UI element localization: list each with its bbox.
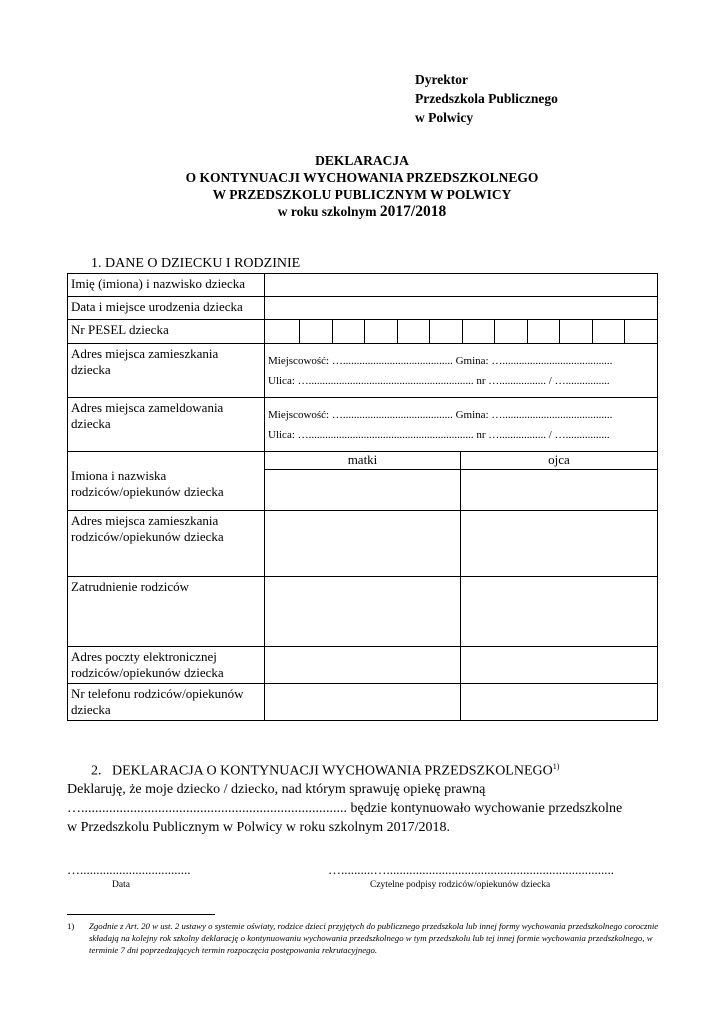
mother-phone-field[interactable] [265,684,461,721]
father-employment-field[interactable] [461,577,658,647]
title-line: O KONTYNUACJI WYCHOWANIA PRZEDSZKOLNEGO [185,170,539,185]
addressee-block [415,70,558,127]
pesel-field[interactable] [265,320,658,344]
pesel-boxes [265,320,657,343]
footnote [67,920,667,956]
father-name-field[interactable] [461,470,658,511]
registration-address-field[interactable] [265,398,658,452]
row-label-pesel: Nr PESEL dziecka [68,320,265,344]
title-line [0,203,724,220]
footnote-divider [67,914,215,915]
row-label-birth: Data i miejsce urodzenia dziecka [68,297,265,320]
row-label-registration: Adres miejsca zameldowania dziecka [68,398,265,452]
address-line-town: Miejscowość: …........................................ Gmina: …........................................ [268,355,613,367]
mother-employment-field[interactable] [265,577,461,647]
row-label-parents-address: Adres miejsca zamieszkania rodziców/opiekunów dziecka [68,511,265,577]
row-label-email: Adres poczty elektronicznej rodziców/opiekunów dziecka [68,647,265,684]
row-label-employment: Zatrudnienie rodziców [68,577,265,647]
row-label-parents-names [68,452,265,511]
section2-heading-text: 2. DEKLARACJA O KONTYNUACJI WYCHOWANIA PRZEDSZKOLNEGO [91,763,553,779]
father-phone-field[interactable] [461,684,658,721]
signature-label: Czytelne podpisy rodziców/opiekunów dziecka [370,880,551,890]
parents-names-label: Imiona i nazwiska rodziców/opiekunów dziecka [71,468,224,499]
col-header-mother: matki [265,452,461,470]
address-line-town: Miejscowość: …........................................ Gmina: …........................................ [268,409,613,421]
title-year: 2017/2018 [379,203,447,220]
address-line-street: Ulica: …............................................................ nr …................. / …................ [268,429,610,441]
mother-address-field[interactable] [265,511,461,577]
section2-heading [91,762,559,780]
residence-address-field[interactable] [265,344,658,398]
declaration-line: …............................................................................ będzie kontynuowało wychowanie przedszkolne [67,801,623,816]
declaration-line: Deklaruję, że moje dziecko / dziecko, nad którym sprawuję opiekę prawną [67,782,486,797]
footnote-ref: 1) [552,762,560,771]
document-title [0,152,724,220]
addressee-line: Przedszkola Publicznego [415,91,558,106]
row-label-phone: Nr telefonu rodziców/opiekunów dziecka [68,684,265,721]
parents-signature-line[interactable]: …..........…...................................................................... [328,862,614,877]
mother-email-field[interactable] [265,647,461,684]
father-email-field[interactable] [461,647,658,684]
title-line: DEKLARACJA [315,153,409,168]
date-signature-line[interactable]: ….................................. [67,862,191,877]
date-label: Data [112,880,130,890]
row-label-residence: Adres miejsca zamieszkania dziecka [68,344,265,398]
footnote-number: 1) [67,921,75,931]
title-year-prefix: w roku szkolnym [277,204,380,219]
declaration-line: w Przedszkolu Publicznym w Polwicy w roku szkolnym 2017/2018. [67,820,451,835]
child-family-table [67,273,658,721]
address-line-street: Ulica: …............................................................ nr …................. / …................ [268,375,610,387]
mother-name-field[interactable] [265,470,461,511]
section1-heading: 1. DANE O DZIECKU I RODZINIE [91,256,301,271]
father-address-field[interactable] [461,511,658,577]
birth-date-place-field[interactable] [265,297,658,320]
declaration-text [67,780,667,837]
addressee-line: w Polwicy [415,110,474,125]
footnote-text: Zgodnie z Art. 20 w ust. 2 ustawy o systemie oświaty, rodzice dzieci przyjętych do publicznego przedszkola lub innej formy wychowania przedszkolnego corocznie składają na kolejny rok szkolny deklarację o kontynuowaniu wychowania przedszkolnego w tym przedszkolu lub tej innej formie wychowania przedszkolnego, w terminie 7 dni poprzedzających termin rozpoczęcia postępowania rekrutacyjnego. [89,921,659,955]
child-name-field[interactable] [265,274,658,297]
col-header-father: ojca [461,452,658,470]
title-line: W PRZEDSZKOLU PUBLICZNYM W POLWICY [212,187,512,202]
row-label-name: Imię (imiona) i nazwisko dziecka [68,274,265,297]
addressee-line: Dyrektor [415,72,468,87]
